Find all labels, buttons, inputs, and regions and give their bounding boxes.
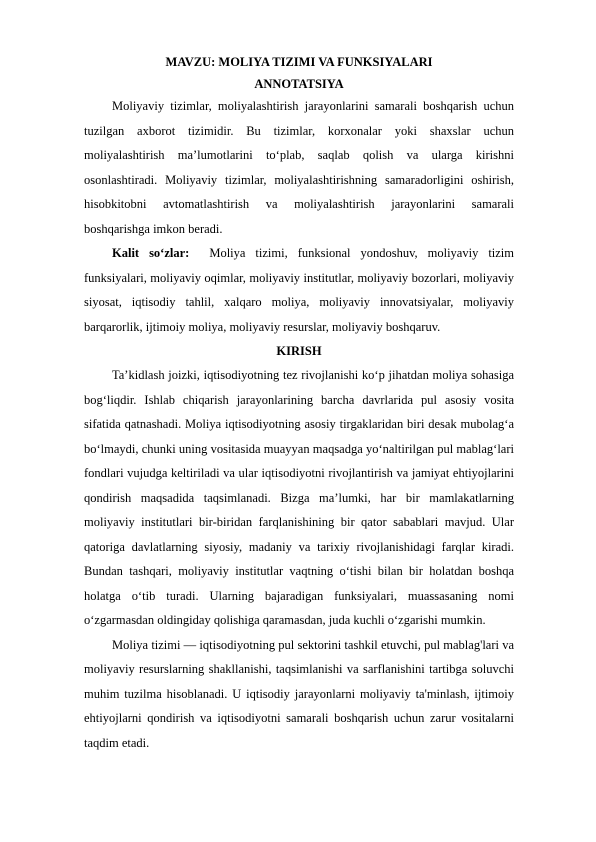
annotation-paragraph: Moliyaviy tizimlar, moliyalashtirish jarayonlarini samarali boshqarish uchun tuzilgan axborot tizimidir. Bu tizimlar, korxonalar yoki shaxslar uchun moliyalashtirish ma’lumotlarini to‘plab, saqlab qolish va ularga kirishni osonlashtiradi. Moliyaviy tizimlar, moliyalashtirishning samaradorligini oshirish, hisobkitobni avtomatlashtirish va moliyalashtirish jarayonlarini samarali boshqarishga imkon beradi.: [84, 99, 514, 236]
intro-paragraph-2: Moliya tizimi — iqtisodiyotning pul sektorini tashkil etuvchi, pul mablag'lari va moliyaviy resurslarning shakllanishi, taqsimlanishi va sarflanishini tartibga soluvchi muhim tuzilma hisoblanadi. U iqtisodiy jarayonlarni moliyaviy ta'minlash, ijtimoiy ehtiyojlarni qondirish va iqtisodiyotni samarali boshqarish uchun zarur vositalarni taqdim etadi.: [84, 637, 514, 750]
document-page: [84, 52, 514, 755]
topic-title: MAVZU: MOLIYA TIZIMI VA FUNKSIYALARI: [165, 55, 433, 69]
annotation-heading: ANNOTATSIYA: [254, 77, 344, 91]
keywords-label: Kalit so‘zlar:: [112, 246, 190, 260]
keywords-paragraph: [84, 241, 514, 339]
intro-paragraph-1: Ta’kidlash joizki, iqtisodiyotning tez rivojlanishi ko‘p jihatdan moliya sohasiga bog‘liqdir. Ishlab chiqarish jarayonlarining barcha davrlarida pul asosiy vosita sifatida qatnashadi. Moliya iqtisodiyotning asosiy tirgaklaridan biri desak mubolag‘a bo‘lmaydi, chunki uning vositasida muayyan maqsadga yo‘naltirilgan pul mablag‘lari fondlari vujudga keltiriladi va ular iqtisodiyotni rivojlantirish va jamiyat ehtiyojlarini qondirish maqsadida taqsimlanadi. Bizga ma’lumki, har bir mamlakatlarning moliyaviy institutlari bir-biridan farqlanishining bir qator sabablari mavjud. Ular qatoriga davlatlarning siyosiy, madaniy va tarixiy rivojlanishidagi farqlar kiradi. Bundan tashqari, moliyaviy institutlar vaqtning o‘tishi bilan bir holatdan boshqa holatga o‘tib turadi. Ularning bajaradigan funksiyalari, muassasaning nomi o‘zgarmasdan oldingiday qolishiga qaramasdan, juda kuchli o‘zgarishi mumkin.: [84, 368, 514, 627]
intro-heading: KIRISH: [276, 344, 322, 358]
keywords-text: Moliya tizimi, funksional yondoshuv, moliyaviy tizim funksiyalari, moliyaviy oqimlar, moliyaviy institutlar, moliyaviy bozorlari, moliyaviy siyosat, iqtisodiy tahlil, xalqaro moliya, moliyaviy innovatsiyalar, moliyaviy barqarorlik, ijtimoiy moliya, moliyaviy resurslar, moliyaviy boshqaruv.: [84, 246, 515, 334]
